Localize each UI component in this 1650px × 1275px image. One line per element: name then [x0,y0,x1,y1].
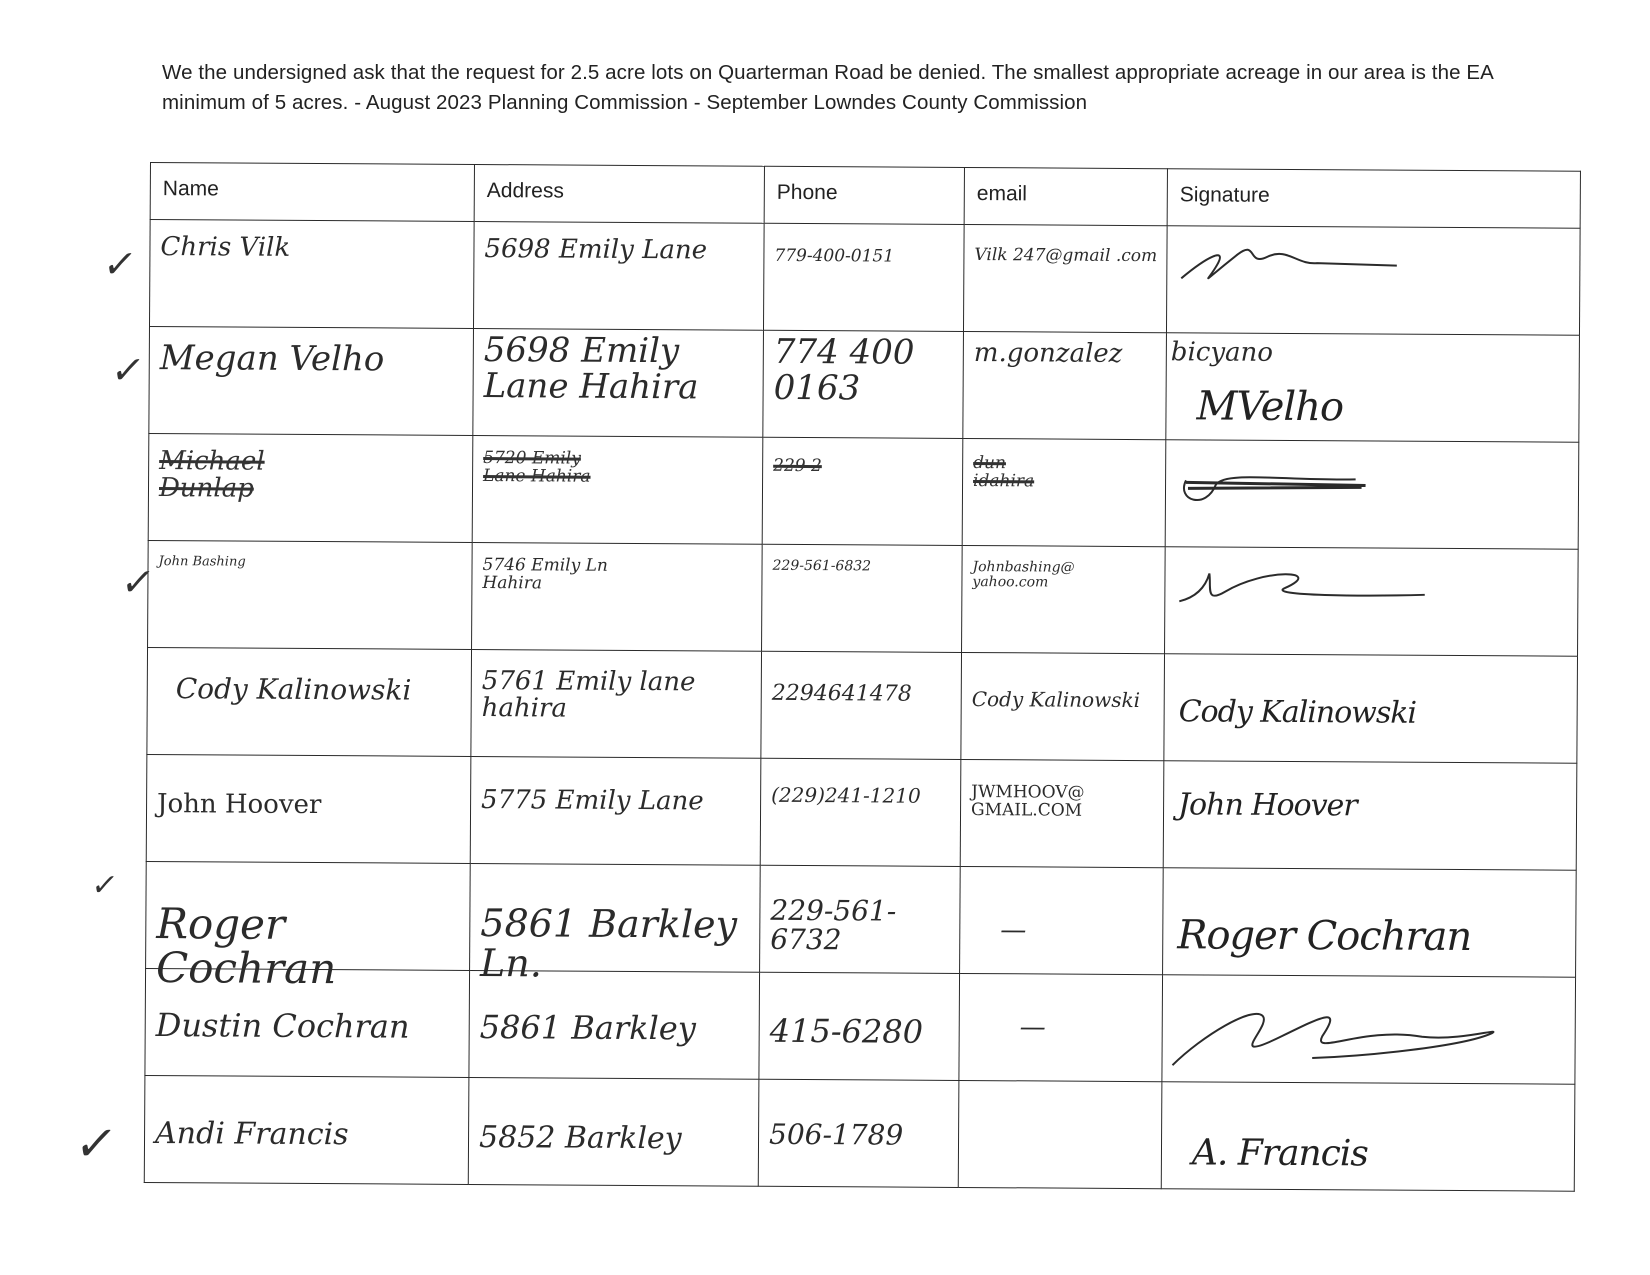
address-cell [470,756,761,865]
check-mark: ✓ [108,348,148,392]
header-email: email [964,167,1167,225]
signer-name: Chris Vilk [160,232,291,263]
phone-cell [762,544,963,652]
signer-phone: 506-1789 [768,1117,904,1152]
name-cell [147,647,472,756]
signature-cell [1162,975,1576,1085]
phone-cell [762,437,963,545]
signer-address: 5698 Emily Lane Hahira [483,330,699,408]
signature-text: A. Francis [1191,1132,1368,1175]
address-cell [473,328,764,437]
signer-address: 5852 Barkley [478,1120,682,1157]
signer-phone: 229 2 [773,455,822,477]
signer-phone: 229-561-6832 [772,557,872,575]
signature-text: Cody Kalinowski [1178,694,1417,731]
table-row [145,968,1576,1084]
signer-phone: (229)241-1210 [771,782,921,808]
signature-cell [1166,333,1580,443]
signer-phone: 774 400 0163 [773,331,915,409]
table-row [149,220,1580,336]
address-cell [470,863,761,986]
signer-name: Megan Velho [159,338,385,380]
email-cell [961,652,1165,760]
signer-name: John Hoover [156,789,322,821]
table-row [146,861,1577,977]
name-cell [148,433,473,542]
email-cell [958,1080,1162,1188]
signer-name: John Bashing [158,554,246,570]
header-address: Address [474,164,764,223]
signature-text: MVelho [1196,383,1344,431]
name-cell [149,220,474,329]
signer-email: Cody Kalinowski [971,687,1141,713]
phone-cell [758,1079,959,1187]
signer-name: Dustin Cochran [155,1006,410,1046]
header-row [150,163,1580,229]
check-mark: ✓ [118,560,158,604]
signature-table [144,162,1581,1192]
signer-phone: 229-561-6732 [770,893,897,957]
signature-cell [1165,547,1579,657]
signature-cell [1161,1082,1575,1192]
signer-address: 5698 Emily Lane [484,234,708,266]
signer-address: 5775 Emily Lane [481,785,704,817]
table-row [147,647,1578,763]
name-cell [148,540,473,649]
signature-text: Roger Cochran [1177,912,1472,961]
address-cell [468,1077,759,1186]
signer-address: 5761 Emily lane hahira [481,666,696,724]
address-cell [469,970,760,1079]
signature-cell [1165,440,1579,550]
header-phone: Phone [764,166,964,224]
name-cell [145,968,470,1077]
signer-email: Vilk 247@gmail .com [974,245,1158,267]
check-mark: ✓ [100,242,140,286]
table-row [149,327,1580,443]
email-cell [962,545,1166,653]
email-cell [963,331,1167,439]
signature-cell [1166,226,1580,336]
phone-cell [760,758,961,866]
phone-cell [763,330,964,438]
signer-email: — [1019,1012,1046,1043]
signer-email: m.gonzalez [973,338,1123,369]
name-cell [146,861,471,994]
signer-phone: 779-400-0151 [774,245,895,267]
header-signature: Signature [1167,169,1580,229]
header-name: Name [150,163,474,222]
email-cell [960,759,1164,867]
signer-address: 5746 Emily Ln Hahira [482,555,608,594]
phone-cell [761,651,962,759]
signer-email: dun idahira [973,453,1035,492]
phone-cell [763,223,964,331]
signer-address: 5720 Emily Lane Hahira [483,448,591,487]
signer-name: Andi Francis [154,1116,349,1153]
signer-name: Michael Dunlap [158,446,265,504]
email-cell [960,866,1164,974]
signer-address: 5861 Barkley [479,1008,696,1048]
email-cell [963,224,1167,332]
phone-cell [760,865,961,973]
signer-email: Johnbashing@ yahoo.com [972,559,1075,591]
signer-name: Cody Kalinowski [175,672,412,707]
signer-address: 5861 Barkley Ln. [479,901,738,986]
table-row [144,1075,1575,1191]
signature-scribble [1162,975,1575,1084]
check-mark: ✓ [71,1116,122,1172]
email-continuation: bicyano [1170,337,1274,368]
table-row [146,754,1577,870]
signer-phone: 415-6280 [769,1011,924,1051]
struck-signature [1166,440,1579,549]
petition-statement: We the undersigned ask that the request for 2.5 acre lots on Quarterman Road be denied. The smallest appropriate acreage in our area is the EA minimum of 5 acres. - August 2023 Planning Commission - September Lowndes County Commission [162,61,1493,114]
address-cell [471,649,762,758]
signer-email: JWMHOOV@ GMAIL.COM [970,782,1085,821]
signer-email: — [1000,915,1027,946]
address-cell [473,221,764,330]
check-mark: ✓ [88,868,121,903]
name-cell [146,754,471,863]
name-cell [149,327,474,436]
signer-phone: 2294641478 [771,680,912,707]
address-cell [472,435,763,544]
phone-cell [759,972,960,1080]
signature-cell [1163,761,1577,871]
signature-cell [1164,654,1578,764]
signature-scribble [1167,226,1580,335]
signature-sheet [144,162,1580,1201]
address-cell [472,542,763,651]
email-cell [959,973,1163,1081]
signature-cell [1163,868,1577,978]
table-row [148,433,1579,549]
signer-name: Roger Cochran [155,899,337,994]
signature-scribble [1165,547,1578,656]
name-cell [144,1075,469,1184]
email-cell [962,438,1166,546]
signature-text: John Hoover [1177,787,1357,824]
table-row [148,540,1579,656]
